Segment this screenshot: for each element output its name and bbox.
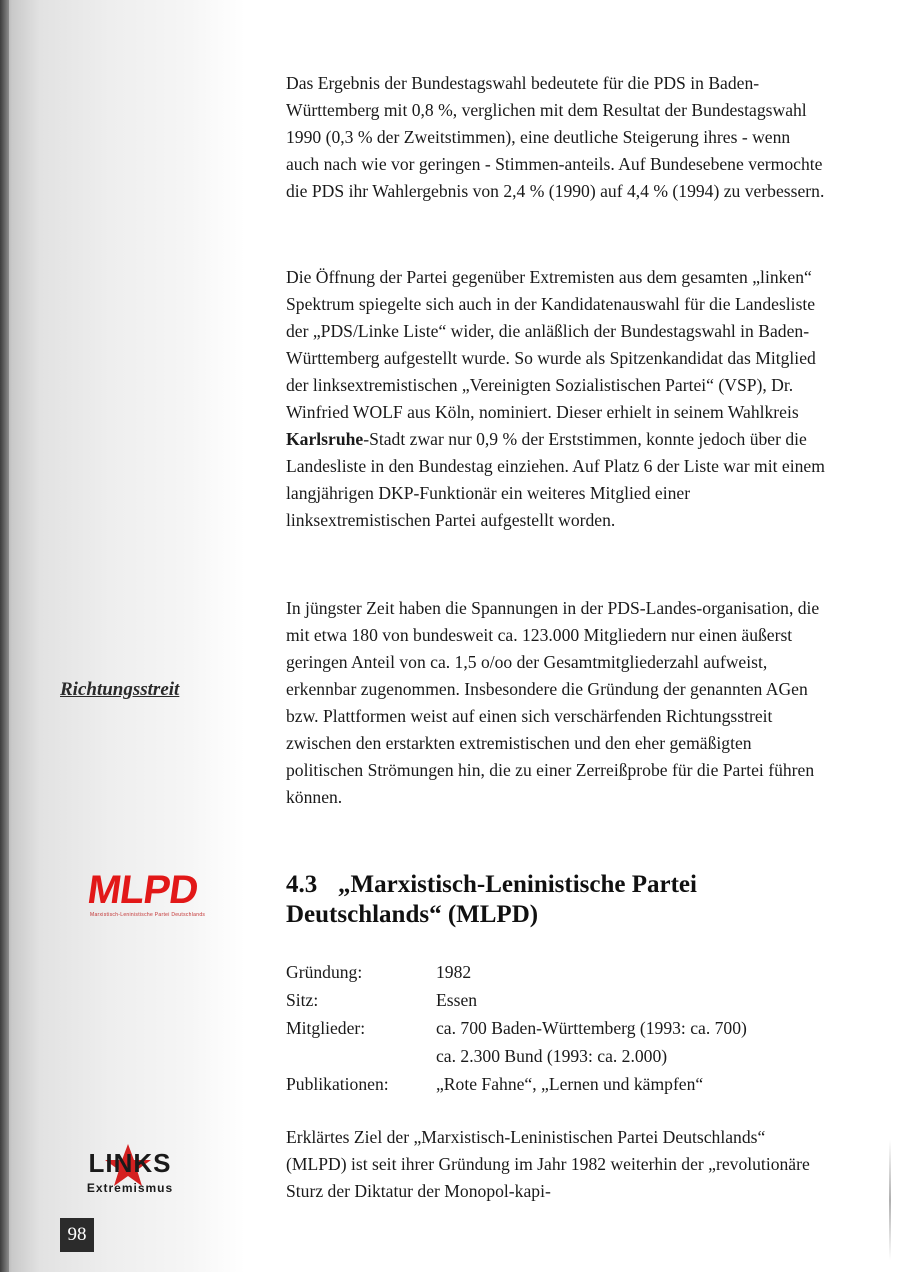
info-row-members-federal [286,1042,826,1070]
scan-edge-mark [889,1140,891,1260]
info-label: Mitglieder: [286,1018,366,1038]
page-number: 98 [60,1218,94,1252]
paragraph-direction-dispute: In jüngster Zeit haben die Spannungen in der PDS-Landes-organisation, die mit etwa 180 von bundesweit ca. 123.000 Mitgliedern nur einen äußerst geringen Anteil von ca. 1,5 o/oo der Gesamtmitgliederzahl aufweist, erkennbar zugenommen. Insbesondere die Gründung der genannten AGen bzw. Plattformen weist auf einen sich verschärfenden Richtungsstreit zwischen den erstarkten extremistischen und den eher gemäßigten politischen Strömungen hin, die zu einer Zerreißprobe für die Partei führen können. [286,598,820,807]
info-value: ca. 2.300 Bund (1993: ca. 2.000) [436,1046,668,1066]
info-row-seat [286,986,826,1014]
links-extremismus-logo [80,1140,180,1200]
info-row-publications [286,1070,826,1098]
bold-city-name: Karlsruhe [286,429,364,449]
paragraph-text-part: -Stadt zwar nur 0,9 % der Erststimmen, konnte jedoch über die Landesliste in den Bundestag einziehen. Auf Platz 6 der Liste war mit einem langjährigen DKP-Funktionär ein weiteres Mitglied einer linksextremistischen Partei aufgestellt worden. [286,429,825,530]
info-label: Gründung: [286,962,363,982]
info-row-founding [286,958,826,986]
mlpd-logo-text: MLPD [84,868,201,912]
paragraph-text-part: Die Öffnung der Partei gegenüber Extremisten aus dem gesamten „linken“ Spektrum spiegelte sich auch in der Kandidatenauswahl für die Landesliste der „PDS/Linke Liste“ wider, die anläßlich der Bundestagswahl in Baden-Württemberg aufgestellt wurde. So wurde als Spitzenkandidat das Mitglied der linksextremistischen „Vereinigten Sozialistischen Partei“ (VSP), Dr. Winfried WOLF aus Köln, nominiert. Dieser erhielt in seinem Wahlkreis [286,267,816,422]
links-logo-bottom-text: Extremismus [86,1181,174,1195]
info-row-members [286,1014,826,1042]
info-value: „Rote Fahne“, „Lernen und kämpfen“ [436,1074,704,1094]
info-label: Sitz: [286,990,319,1010]
margin-heading-richtungsstreit: Richtungsstreit [60,679,180,700]
links-logo-top-text: LINKS [88,1148,172,1178]
section-title: „Marxistisch-Leninistische Partei Deutschlands“ (MLPD) [286,871,697,928]
page-edge-shadow [0,0,9,1272]
party-info-table [286,958,826,1098]
section-number: 4.3 [286,871,318,898]
paragraph-candidate-selection [286,264,826,534]
mlpd-logo-subtitle: Marxistisch-Leninistische Partei Deutschlands [90,912,206,918]
section-heading [286,870,826,930]
paragraph-mlpd-goal: Erklärtes Ziel der „Marxistisch-Leninistischen Partei Deutschlands“ (MLPD) ist seit ihrer Gründung im Jahr 1982 weiterhin der „revolutionäre Sturz der Diktatur der Monopol-kapi- [286,1127,810,1201]
info-value: 1982 [436,962,472,982]
info-value: Essen [436,990,478,1010]
info-value: ca. 700 Baden-Württemberg (1993: ca. 700) [436,1018,747,1038]
info-label [286,1042,436,1070]
info-label: Publikationen: [286,1074,389,1094]
left-margin-strip [0,0,245,1272]
mlpd-logo [84,868,218,922]
paragraph-election-result: Das Ergebnis der Bundestagswahl bedeutete für die PDS in Baden-Württemberg mit 0,8 %, verglichen mit dem Resultat der Bundestagswahl 1990 (0,3 % der Zweitstimmen), eine deutliche Steigerung ihres - wenn auch nach wie vor geringen - Stimmen-anteils. Auf Bundesebene vermochte die PDS ihr Wahlergebnis von 2,4 % (1990) auf 4,4 % (1994) zu verbessern. [286,73,825,201]
